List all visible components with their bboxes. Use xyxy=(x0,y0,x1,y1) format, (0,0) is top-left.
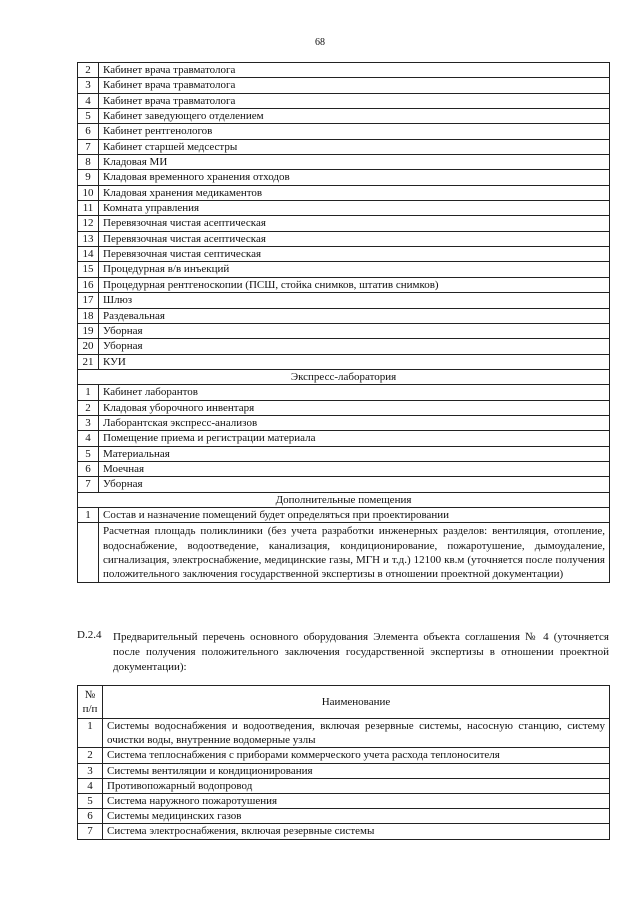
row-name: Системы медицинских газов xyxy=(103,809,610,824)
row-number: 3 xyxy=(78,415,99,430)
row-name: Система теплоснабжения с приборами коммерческого учета расхода теплоносителя xyxy=(103,748,610,763)
table-row xyxy=(78,431,610,446)
row-name: Лаборантская экспресс-анализов xyxy=(99,415,610,430)
row-number: 7 xyxy=(78,139,99,154)
table-row xyxy=(78,170,610,185)
row-number: 4 xyxy=(78,431,99,446)
row-number: 19 xyxy=(78,323,99,338)
table-row xyxy=(78,78,610,93)
row-number: 5 xyxy=(78,794,103,809)
row-number: 1 xyxy=(78,385,99,400)
table-row xyxy=(78,794,610,809)
row-name: Система наружного пожаротушения xyxy=(103,794,610,809)
row-number: 15 xyxy=(78,262,99,277)
table-row xyxy=(78,63,610,78)
row-name: Кабинет врача травматолога xyxy=(99,78,610,93)
section-express-lab-title: Экспресс-лаборатория xyxy=(78,369,610,384)
row-number: 6 xyxy=(78,124,99,139)
row-name: Раздевальная xyxy=(99,308,610,323)
row-name: Материальная xyxy=(99,446,610,461)
table-row xyxy=(78,446,610,461)
row-number: 16 xyxy=(78,277,99,292)
row-number: 6 xyxy=(78,461,99,476)
row-name: Кладовая МИ xyxy=(99,155,610,170)
row-number: 2 xyxy=(78,63,99,78)
table-row xyxy=(78,231,610,246)
table-row xyxy=(78,824,610,839)
row-number: 1 xyxy=(78,719,103,748)
table-row xyxy=(78,155,610,170)
table-row xyxy=(78,247,610,262)
header-number-cell xyxy=(78,686,103,719)
row-number: 12 xyxy=(78,216,99,231)
header-number-sublabel: п/п xyxy=(82,703,98,715)
row-number: 5 xyxy=(78,109,99,124)
row-name: Комната управления xyxy=(99,201,610,216)
row-name: Кабинет старшей медсестры xyxy=(99,139,610,154)
table-row xyxy=(78,201,610,216)
row-number: 2 xyxy=(78,748,103,763)
row-number: 18 xyxy=(78,308,99,323)
row-number: 11 xyxy=(78,201,99,216)
table-row xyxy=(78,185,610,200)
table-row xyxy=(78,339,610,354)
area-note-row xyxy=(78,523,610,583)
table-row xyxy=(78,748,610,763)
row-name: Процедурная рентгеноскопии (ПСШ, стойка снимков, штатив снимков) xyxy=(99,277,610,292)
row-name: Уборная xyxy=(99,477,610,492)
table-row xyxy=(78,507,610,522)
row-number: 6 xyxy=(78,809,103,824)
row-number: 14 xyxy=(78,247,99,262)
row-number: 20 xyxy=(78,339,99,354)
table-row xyxy=(78,385,610,400)
row-number: 10 xyxy=(78,185,99,200)
area-note: Расчетная площадь поликлиники (без учета разработки инженерных разделов: вентиляция, отопление, водоснабжение, водоотведение, канализация, кондиционирование, пожаротушение, дымоудаление, сигнализация, электроснабжение, медицинские газы, МГН и т.д.) 12100 кв.м (уточняется после получения положительного заключения государственной экспертизы в отношении проектной документации) xyxy=(99,523,610,583)
table-row xyxy=(78,461,610,476)
row-name: Кабинет врача травматолога xyxy=(99,63,610,78)
table-row xyxy=(78,139,610,154)
row-name: Помещение приема и регистрации материала xyxy=(99,431,610,446)
row-name: Система электроснабжения, включая резервные системы xyxy=(103,824,610,839)
table-row xyxy=(78,293,610,308)
row-number: 3 xyxy=(78,763,103,778)
row-number: 1 xyxy=(78,507,99,522)
table-row xyxy=(78,124,610,139)
row-name: Перевязочная чистая асептическая xyxy=(99,231,610,246)
row-name: Системы вентиляции и кондиционирования xyxy=(103,763,610,778)
row-number: 9 xyxy=(78,170,99,185)
row-name: Состав и назначение помещений будет определяться при проектировании xyxy=(99,507,610,522)
row-name: Системы водоснабжения и водоотведения, включая резервные системы, насосную станцию, систему очистки воды, внутренние водомерные узлы xyxy=(103,719,610,748)
row-name: Моечная xyxy=(99,461,610,476)
page-number: 68 xyxy=(315,37,325,48)
clause-number: D.2.4 xyxy=(77,629,102,641)
table-row xyxy=(78,719,610,748)
row-number: 7 xyxy=(78,824,103,839)
table-row xyxy=(78,216,610,231)
rooms-table xyxy=(77,62,610,583)
row-name: Кладовая хранения медикаментов xyxy=(99,185,610,200)
table-row xyxy=(78,477,610,492)
row-number: 17 xyxy=(78,293,99,308)
row-name: КУИ xyxy=(99,354,610,369)
table-row xyxy=(78,354,610,369)
row-name: Уборная xyxy=(99,339,610,354)
row-name: Кабинет лаборантов xyxy=(99,385,610,400)
table-row xyxy=(78,809,610,824)
row-name: Шлюз xyxy=(99,293,610,308)
equipment-table-header xyxy=(78,686,610,719)
row-name: Кабинет заведующего отделением xyxy=(99,109,610,124)
row-name: Перевязочная чистая асептическая xyxy=(99,216,610,231)
row-number: 3 xyxy=(78,78,99,93)
table-row xyxy=(78,262,610,277)
section-additional-rooms-title: Дополнительные помещения xyxy=(78,492,610,507)
table-row xyxy=(78,400,610,415)
row-name: Противопожарный водопровод xyxy=(103,778,610,793)
row-name: Процедурная в/в инъекций xyxy=(99,262,610,277)
row-number: 21 xyxy=(78,354,99,369)
table-row xyxy=(78,277,610,292)
row-name: Уборная xyxy=(99,323,610,338)
table-row xyxy=(78,415,610,430)
row-name: Кладовая уборочного инвентаря xyxy=(99,400,610,415)
row-name: Кабинет рентгенологов xyxy=(99,124,610,139)
table-row xyxy=(78,778,610,793)
area-note-number-cell xyxy=(78,523,99,583)
table-row xyxy=(78,308,610,323)
row-number: 4 xyxy=(78,778,103,793)
table-row xyxy=(78,93,610,108)
rooms-table-body xyxy=(78,63,610,583)
row-number: 13 xyxy=(78,231,99,246)
row-number: 2 xyxy=(78,400,99,415)
row-number: 4 xyxy=(78,93,99,108)
table-row xyxy=(78,109,610,124)
equipment-table-body xyxy=(78,686,610,840)
row-name: Перевязочная чистая септическая xyxy=(99,247,610,262)
header-number-label: № xyxy=(84,689,96,701)
row-name: Кладовая временного хранения отходов xyxy=(99,170,610,185)
equipment-table xyxy=(77,685,610,840)
row-name: Кабинет врача травматолога xyxy=(99,93,610,108)
row-number: 7 xyxy=(78,477,99,492)
clause-text: Предварительный перечень основного оборудования Элемента объекта соглашения № 4 (уточняется после получения положительного заключения государственной экспертизы в отношении проектной документации): xyxy=(113,631,609,673)
section-additional-rooms xyxy=(78,492,610,507)
section-express-lab xyxy=(78,369,610,384)
row-number: 8 xyxy=(78,155,99,170)
row-number: 5 xyxy=(78,446,99,461)
table-row xyxy=(78,323,610,338)
table-row xyxy=(78,763,610,778)
header-name-cell: Наименование xyxy=(103,686,610,719)
